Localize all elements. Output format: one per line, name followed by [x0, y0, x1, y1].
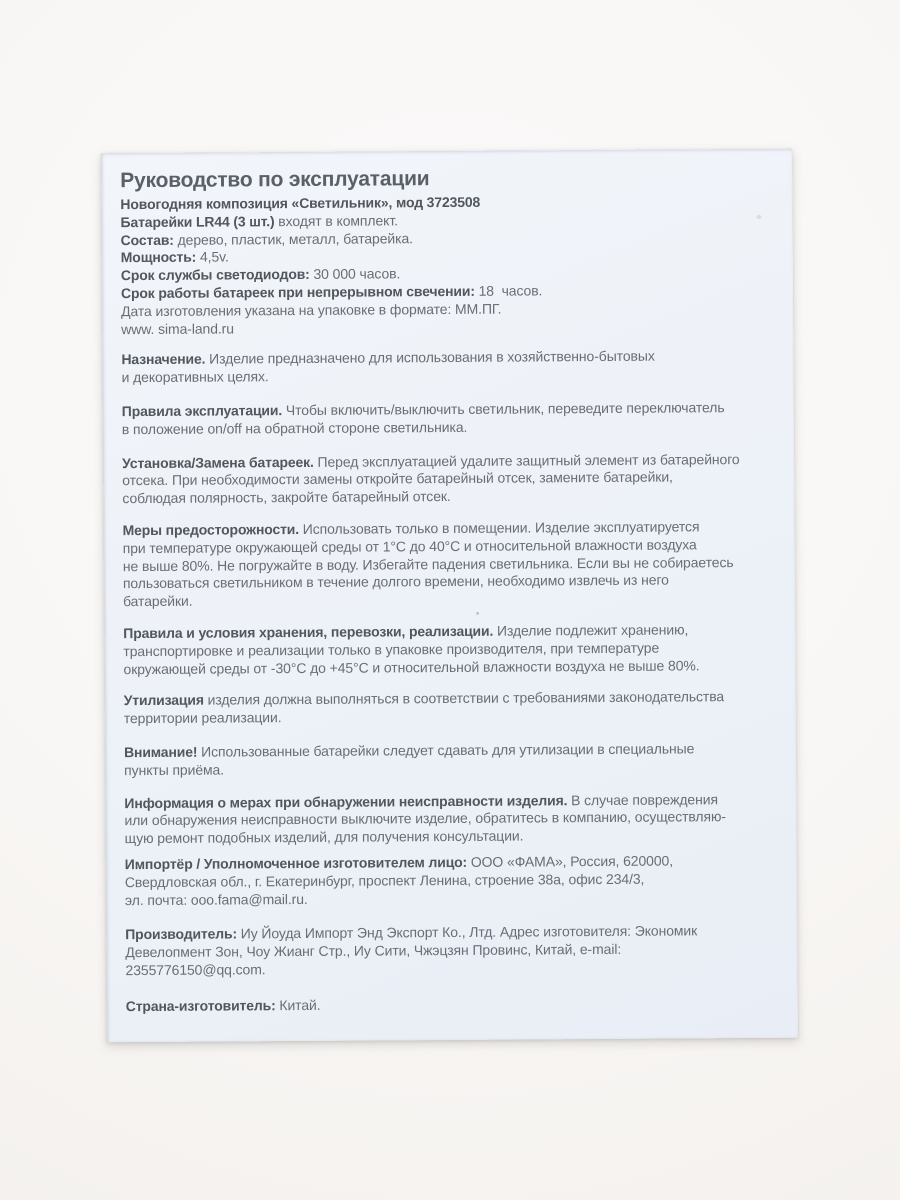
section-text: в положение on/off на обратной стороне светильника. — [121, 418, 468, 437]
paragraph-line — [125, 887, 777, 909]
paragraph-line — [124, 706, 776, 728]
section-lead: Импортёр / Уполномоченное изготовителем лицо: — [124, 853, 468, 873]
manual-page — [101, 149, 798, 1043]
section-text: эл. почта: ooo.fama@mail.ru. — [124, 890, 308, 908]
section-text: транспортировке и реализации только в упаковке производителя, при температуре — [123, 639, 660, 659]
section-text: В случае повреждения — [567, 790, 718, 808]
section-text: Использовать только в помещении. Изделие эксплуатируется — [298, 518, 700, 537]
section-text: не выше 80%. Не погружайте в воду. Избегайте падения светильника. Если вы не собираетесь — [122, 553, 734, 574]
spec-value: входят в комплект. — [274, 212, 398, 229]
spec-label: Состав: — [120, 231, 174, 248]
section-lead: Производитель: — [125, 925, 238, 943]
section-text: ООО «ФАМА», Россия, 620000, — [466, 852, 674, 870]
spec-label: Батарейки LR44 (3 шт.) — [120, 212, 275, 230]
section-malfunction-info — [124, 790, 776, 848]
section-manufacturer — [125, 922, 777, 980]
paragraph-line — [122, 417, 774, 439]
spec-label: Срок работы батареек при непрерывном свечении: — [120, 282, 475, 302]
section-precautions — [123, 518, 776, 611]
section-text: Изделие подлежит хранению, — [493, 621, 689, 639]
paragraph-line — [126, 994, 778, 1016]
spec-value: дерево, пластик, металл, батарейка. — [173, 229, 413, 248]
spec-value: www. sima-land.ru — [121, 320, 234, 337]
section-text: батарейки. — [122, 592, 193, 610]
section-lead: Страна-изготовитель: — [125, 996, 276, 1014]
section-text: изделия должна выполняться в соответствии с требованиями законодательства — [203, 688, 725, 708]
section-text: Чтобы включить/выключить светильник, переведите переключатель — [281, 399, 725, 419]
section-text: соблюдая полярность, закройте батарейный отсек. — [122, 488, 451, 507]
spec-line-website — [121, 316, 773, 338]
section-lead: Информация о мерах при обнаружении неисправности изделия. — [124, 791, 568, 811]
paragraph-line — [125, 826, 777, 848]
spec-value: 4,5v. — [196, 248, 229, 266]
paragraph-line — [121, 365, 773, 387]
section-text: или обнаружения неисправности выключите изделие, обратитесь в компанию, осуществляю- — [124, 808, 726, 829]
section-lead: Внимание! — [123, 743, 198, 761]
section-battery-install — [122, 450, 774, 508]
section-disposal — [124, 688, 776, 728]
paragraph-line — [125, 958, 777, 980]
section-lead: Утилизация — [123, 691, 204, 709]
section-lead: Правила и условия хранения, перевозки, реализации. — [123, 622, 494, 642]
section-text: Девелопмент Зон, Чоу Жианг Стр., Иу Сити, Чжэцзян Провинс, Китай, e-mail: — [125, 940, 622, 961]
section-lead: Назначение. — [121, 350, 206, 368]
spec-value: 30 000 часов. — [309, 265, 401, 283]
section-lead: Правила эксплуатации. — [121, 402, 283, 420]
spec-value: 18 часов. — [474, 282, 543, 299]
section-storage-rules — [123, 621, 775, 679]
section-text: окружающей среды от -30°С до +45°С и относительной влажности воздуха не выше 80%. — [123, 656, 700, 677]
section-text: при температуре окружающей среды от 1°С до 40°С и относительной влажности воздуха — [122, 536, 697, 556]
section-usage-rules — [122, 399, 774, 439]
section-purpose — [121, 347, 773, 387]
paragraph-line — [123, 656, 775, 678]
section-text: щую ремонт подобных изделий, для получения консультации. — [124, 827, 524, 847]
section-text: пользоваться светильником в течение долгого времени, необходимо извлечь из него — [122, 571, 669, 592]
spec-label: Срок службы светодиодов: — [120, 266, 310, 284]
paper-smudge — [756, 215, 761, 219]
section-lead: Меры предосторожности. — [122, 520, 300, 539]
section-text: 2355776150@qq.com. — [125, 961, 266, 979]
section-text: Перед эксплуатацией удалите защитный элемент из батарейного — [313, 450, 740, 470]
paragraph-line — [122, 486, 774, 508]
spec-value: Дата изготовления указана на упаковке в формате: ММ.ПГ. — [121, 300, 502, 319]
spec-label: Новогодняя композиция «Светильник», мод 3723508 — [120, 193, 481, 213]
section-country-of-origin — [126, 994, 778, 1016]
section-text: территории реализации. — [123, 709, 282, 727]
section-text: Китай. — [275, 996, 321, 1013]
paragraph-line — [124, 758, 776, 780]
section-text: и декоративных целях. — [121, 368, 269, 386]
section-text: отсека. При необходимости замены откройте батарейный отсек, замените батарейки, — [122, 468, 673, 489]
paper-speck — [476, 612, 479, 615]
section-text: Изделие предназначено для использования в хозяйственно-бытовых — [205, 348, 655, 367]
section-text: Иу Йоуда Импорт Энд Экспорт Ко., Лтд. Адрес изготовителя: Экономик — [236, 922, 698, 942]
spec-label: Мощность: — [120, 249, 197, 266]
section-text: Свердловская обл., г. Екатеринбург, проспект Ленина, строение 38а, офис 234/3, — [124, 870, 645, 890]
manual-title: Руководство по эксплуатации — [120, 167, 430, 193]
section-lead: Установка/Замена батареек. — [122, 453, 314, 471]
section-text: пункты приёма. — [124, 761, 225, 778]
product-specs — [120, 192, 773, 339]
section-importer — [125, 852, 777, 910]
section-attention — [124, 740, 776, 780]
section-text: Использованные батарейки следует сдавать для утилизации в специальные — [197, 740, 695, 760]
